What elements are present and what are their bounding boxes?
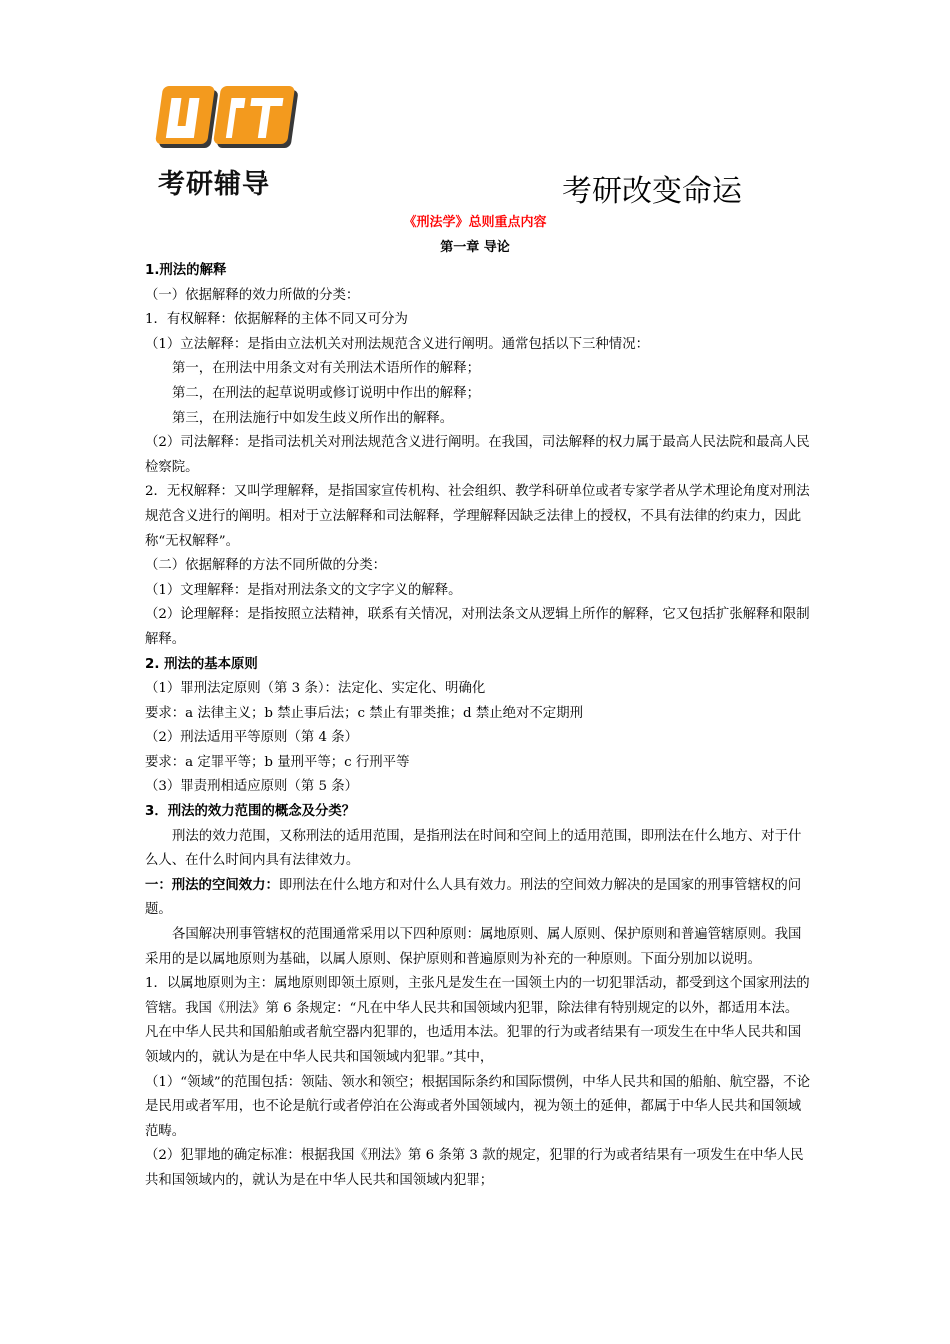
paragraph: （1）罪刑法定原则（第 3 条）：法定化、实定化、明确化 [145,681,486,697]
paragraph: （1）立法解释：是指由立法机关对刑法规范含义进行阐明。通常包括以下三种情况： [145,336,649,352]
paragraph: 第二，在刑法的起草说明或修订说明中作出的解释； [172,385,480,401]
paragraph: （3）罪责刑相适应原则（第 5 条） [145,779,359,795]
paragraph: （2）论理解释：是指按照立法精神，联系有关情况，对刑法条文从逻辑上所作的解释，它又包括扩张解释和限制解释。 [145,607,810,647]
bold-lead: 一：刑法的空间效力： [145,877,279,893]
paragraph: 1．有权解释：依据解释的主体不同又可分为 [145,312,408,328]
paragraph [145,874,810,923]
section-heading: 1.刑法的解释 [145,263,227,278]
brand-logo [150,80,300,200]
paragraph-text: 即刑法在什么地方和对什么人具有效力。刑法的空间效力解决的是国家的刑事管辖权的问题。 [145,877,802,918]
paragraph: 第三，在刑法施行中如发生歧义所作出的解释。 [172,410,454,426]
paragraph: （1）“领域”的范围包括：领陆、领水和领空；根据国际条约和国际惯例，中华人民共和国的船舶、航空器，不论是民用或者军用，也不论是航行或者停泊在公海或者外国领域内，视为领土的延伸，都属于中华人民共和国领域范畴。 [145,1074,810,1139]
slogan: 考研改变命运 [562,174,742,209]
paragraph: （2）司法解释：是指司法机关对刑法规范含义进行阐明。在我国，司法解释的权力属于最高人民法院和最高人民检察院。 [145,435,810,475]
paragraph: 要求：a 法律主义；b 禁止事后法；c 禁止有罪类推；d 禁止绝对不定期刑 [145,705,583,721]
brand-logo-mark [150,80,300,162]
paragraph: （2）犯罪地的确定标准：根据我国《刑法》第 6 条第 3 款的规定，犯罪的行为或者结果有一项发生在中华人民共和国领域内的，就认为是在中华人民共和国领域内犯罪； [145,1148,804,1188]
paragraph: 要求：a 定罪平等；b 量刑平等；c 行刑平等 [145,754,410,770]
section-heading: 3．刑法的效力范围的概念及分类？ [145,804,356,820]
section-heading: 2. 刑法的基本原则 [145,656,258,672]
paragraph: 各国解决刑事管辖权的范围通常采用以下四种原则：属地原则、属人原则、保护原则和普遍管辖原则。我国采用的是以属地原则为基础，以属人原则、保护原则和普遍原则为补充的一种原则。下面分别加以说明。 [145,927,802,967]
document-title: 《刑法学》总则重点内容 [403,215,547,230]
paragraph: 刑法的效力范围，又称刑法的适用范围，是指刑法在时间和空间上的适用范围，即刑法在什么地方、对于什么人、在什么时间内具有法律效力。 [145,828,802,869]
paragraph: 第一，在刑法中用条文对有关刑法术语所作的解释； [172,361,480,377]
document-body [145,259,810,1194]
paragraph: （一）依据解释的效力所做的分类： [145,287,360,303]
paragraph: 1．以属地原则为主：属地原则即领土原则，主张凡是发生在一国领土内的一切犯罪活动，都受到这个国家刑法的管辖。我国《刑法》第 6 条规定：“凡在中华人民共和国领域内犯罪，除法律有特别规定的以外，都适用本法。凡在中华人民共和国船舶或者航空器内犯罪的，也适用本法。犯罪的行为或者结果有一项发生在中华人民共和国领域内的，就认为是在中华人民共和国领域内犯罪。”其中， [145,976,810,1065]
chapter-heading: 第一章 导论 [440,240,510,255]
logo-subtitle: 考研辅导 [158,169,270,200]
paragraph: （1）文理解释：是指对刑法条文的文字字义的解释。 [145,582,462,598]
paragraph: （2）刑法适用平等原则（第 4 条） [145,730,359,746]
paragraph: 2．无权解释：又叫学理解释，是指国家宣传机构、社会组织、教学科研单位或者专家学者从学术理论角度对刑法规范含义进行的阐明。相对于立法解释和司法解释，学理解释因缺乏法律上的授权，不具有法律的约束力，因此称“无权解释”。 [145,484,810,549]
paragraph: （二）依据解释的方法不同所做的分类： [145,558,387,574]
